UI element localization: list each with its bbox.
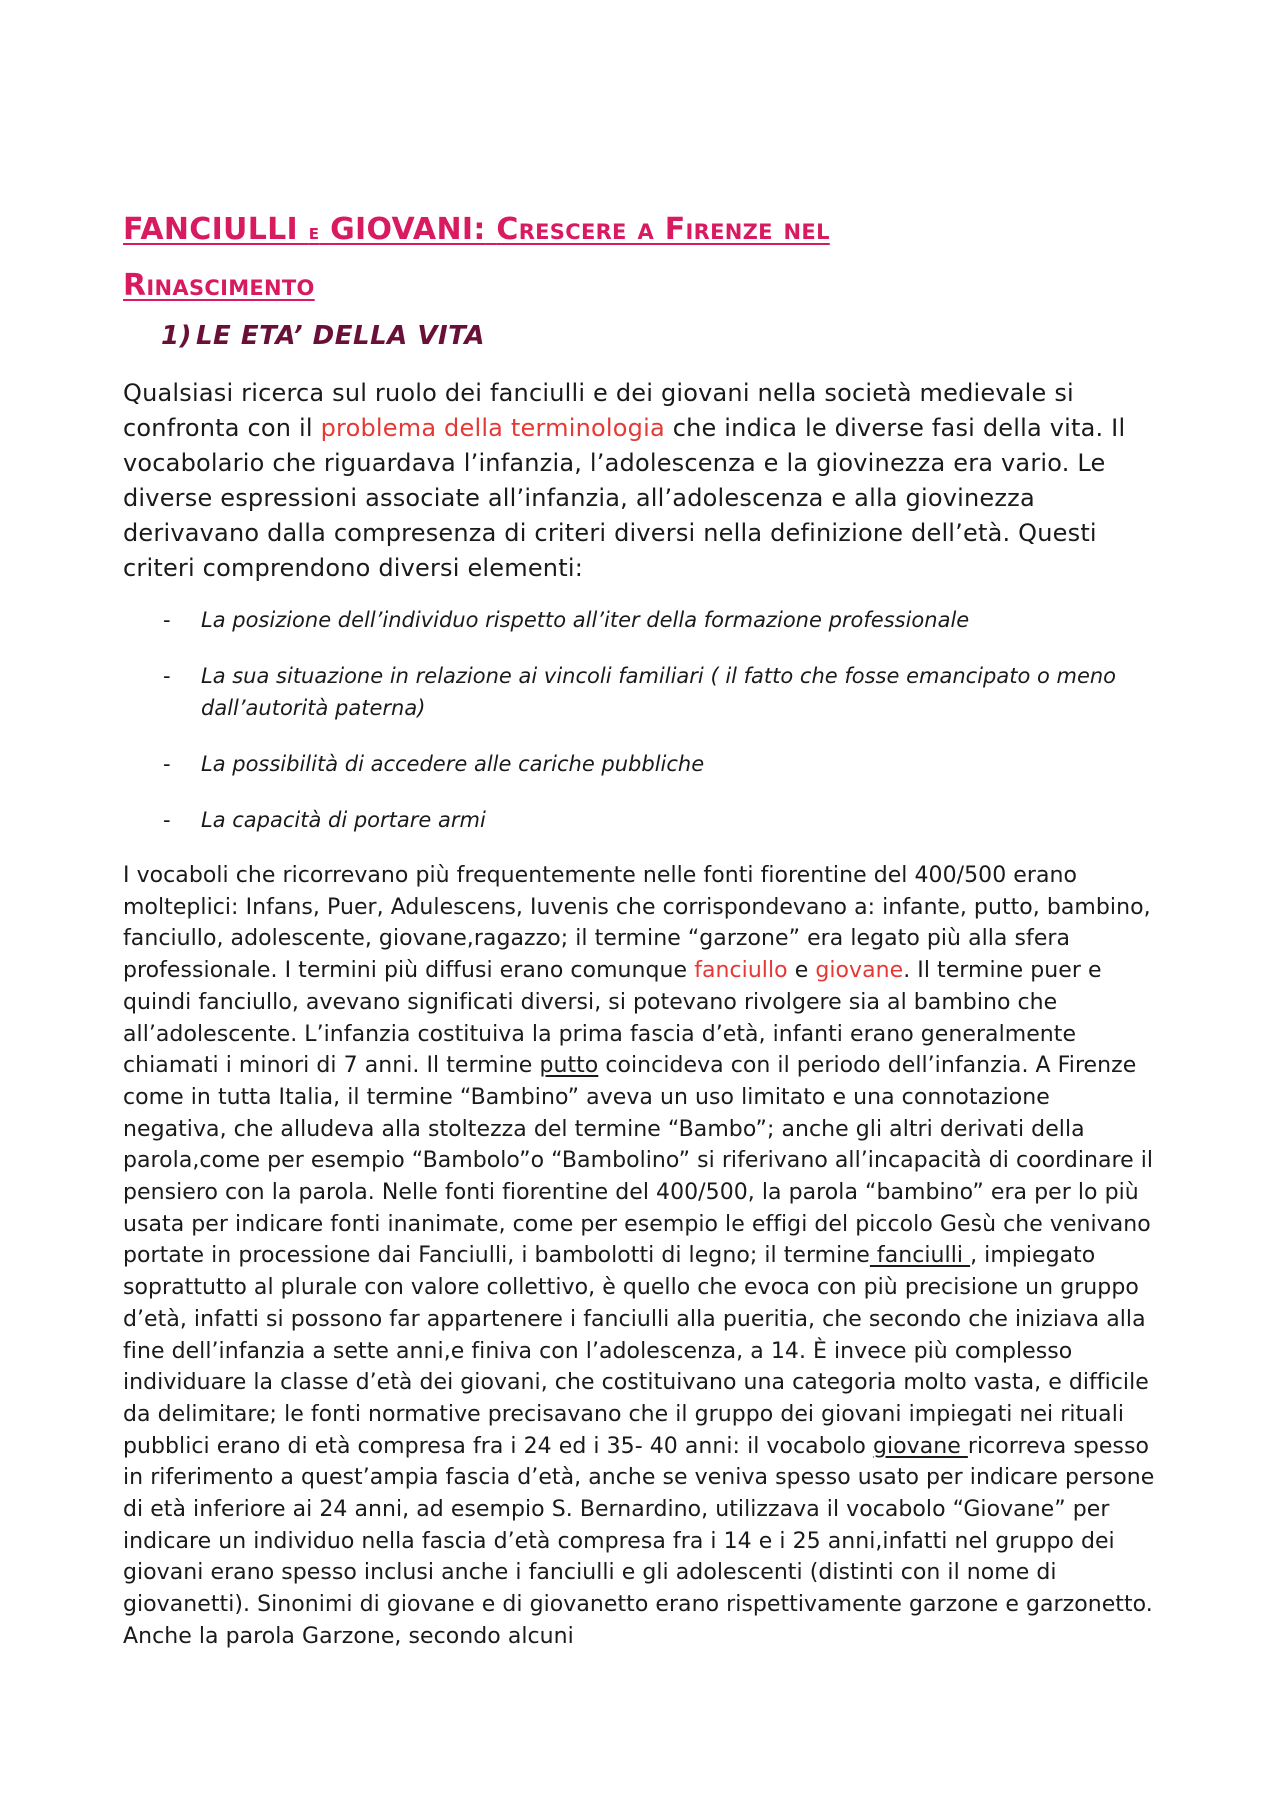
section-heading xyxy=(161,316,1160,356)
intro-highlight: problema della terminologia xyxy=(320,414,665,442)
list-item xyxy=(123,748,1160,780)
title-giovani: GIOVANI: xyxy=(330,212,486,247)
body-text-4: coincideva con il periodo dell’infanzia. A Firenze come in tutta Italia, il termine “Bambino” aveva un uso limitato e una connotazione negativa, che alludeva alla stoltezza del termine “Bambo”; anche gli altri derivati della parola,come per esempio “Bambolo”o “Bambolino” si riferivano all’incapacità di coordinare il pensiero con la parola. Nelle fonti fiorentine del 400/500, la parola “bambino” era per lo più usata per indicare fonti inanimate, come per esempio le effigi del piccolo Gesù che venivano portate in processione dai Fanciulli, i bambolotti di legno; il termine xyxy=(123,1053,1154,1269)
list-item xyxy=(123,660,1160,724)
section-number: 1) xyxy=(161,321,192,351)
list-item xyxy=(123,604,1160,636)
body-paragraph xyxy=(123,860,1160,1653)
body-text-3: . Il termine puer e quindi fanciullo, avevano significati diversi, si potevano rivolgere sia al bambino che all’adolescente. L’infanzia costituiva la prima fascia d’età, infanti erano generalmente chiamati i minori di 7 anni. Il termine xyxy=(123,958,1102,1079)
body-text-2: e xyxy=(787,958,816,984)
title-fanciulli: FANCIULLI xyxy=(123,212,299,247)
intro-text-1: Qualsiasi ricerca sul ruolo dei fanciulli e dei giovani nella società medievale si confronta con il xyxy=(123,379,1074,442)
title-connector: e xyxy=(308,220,320,245)
list-dash: - xyxy=(163,664,171,688)
list-dash: - xyxy=(163,752,171,776)
document-title xyxy=(123,203,1160,312)
list-item-text: La capacità di portare armi xyxy=(201,808,486,832)
title-subtitle: Crescere a Firenze nel xyxy=(496,212,830,247)
section-heading-text: LE ETA’ DELLA VITA xyxy=(195,321,485,351)
list-item-text: La sua situazione in relazione ai vincoli familiari ( il fatto che fosse emancipato o meno dall’autorità paterna) xyxy=(201,664,1117,720)
term-fanciullo: fanciullo xyxy=(694,958,788,984)
term-putto: putto xyxy=(539,1053,599,1079)
intro-text-2: che indica le diverse fasi della vita. Il vocabolario che riguardava l’infanzia, l’adolescenza e la giovinezza era vario. Le diverse espressioni associate all’infanzia, all’adolescenza e alla giovinezza derivavano dalla compresenza di criteri diversi nella definizione dell’età. Questi criteri comprendono diversi elementi: xyxy=(123,414,1126,582)
term-giovane-underlined: giovane xyxy=(872,1433,968,1459)
intro-paragraph xyxy=(123,376,1160,586)
body-text-1: I vocaboli che ricorrevano più frequentemente nelle fonti fiorentine del 400/500 erano molteplici: Infans, Puer, Adulescens, Iuvenis che corrispondevano a: infante, putto, bambino, fanciullo, adolescente, giovane,ragazzo; il termine “garzone” era legato più alla sfera professionale. I termini più diffusi erano comunque xyxy=(123,863,1151,984)
title-rinascimento: Rinascimento xyxy=(123,268,315,303)
list-dash: - xyxy=(163,608,171,632)
term-fanciulli: fanciulli xyxy=(869,1243,971,1269)
body-text-5: , impiegato soprattutto al plurale con valore collettivo, è quello che evoca con più precisione un gruppo d’età, infatti si possono far appartenere i fanciulli alla pueritia, che secondo che iniziava alla fine dell’infanzia a sette anni,e finiva con l’adolescenza, a 14. È invece più complesso individuare la classe d’età dei giovani, che costituivano una categoria molto vasta, e difficile da delimitare; le fonti normative precisavano che il gruppo dei giovani impiegati nei rituali pubblici erano di età compresa fra i 24 ed i 35- 40 anni: il vocabolo xyxy=(123,1243,1149,1459)
term-giovane: giovane xyxy=(815,958,904,984)
list-item xyxy=(123,804,1160,836)
criteria-list xyxy=(123,604,1160,836)
list-item-text: La posizione dell’individuo rispetto all’iter della formazione professionale xyxy=(201,608,970,632)
body-text-6: ricorreva spesso in riferimento a quest’ampia fascia d’età, anche se veniva spesso usato per indicare persone di età inferiore ai 24 anni, ad esempio S. Bernardino, utilizzava il vocabolo “Giovane” per indicare un individuo nella fascia d’età compresa fra i 14 e i 25 anni,infatti nel gruppo dei giovani erano spesso inclusi anche i fanciulli e gli adolescenti (distinti con il nome di giovanetti). Sinonimi di giovane e di giovanetto erano rispettivamente garzone e garzonetto. Anche la parola Garzone, secondo alcuni xyxy=(123,1433,1155,1649)
list-item-text: La possibilità di accedere alle cariche pubbliche xyxy=(201,752,705,776)
list-dash: - xyxy=(163,808,171,832)
